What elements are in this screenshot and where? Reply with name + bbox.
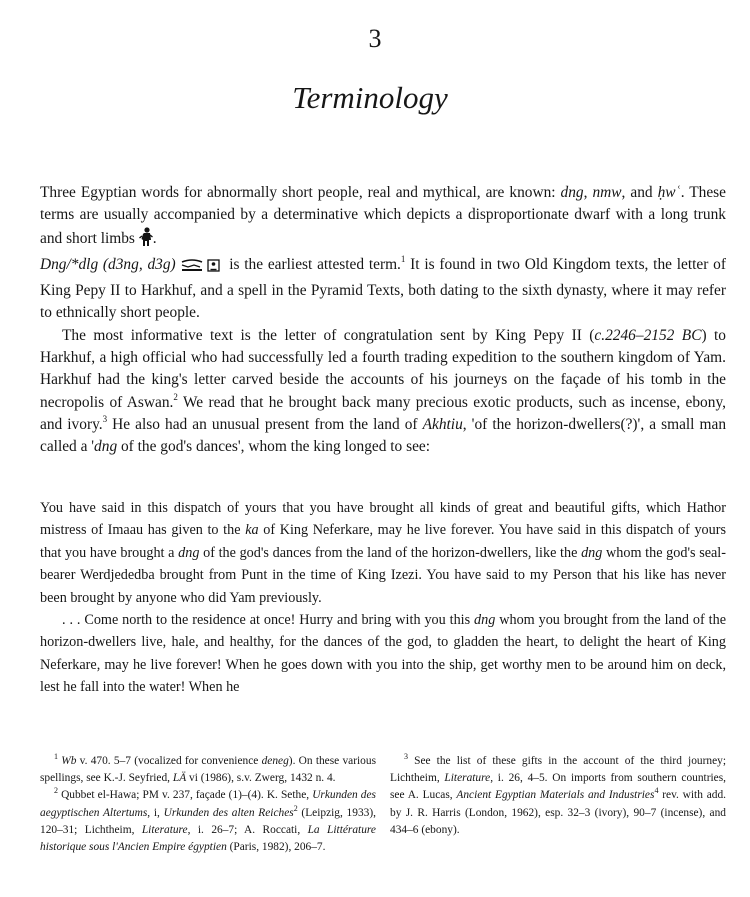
- letter-paragraph: The most informative text is the letter of congratulation sent by King Pepy II (c.2246–2152 BC) to Harkhuf, a high official who had successfully led a fourth trading expedition to the southern kingdom of Yam. Harkhuf had the king's letter carved beside the accounts of his journeys on the façade of his tomb in the necropolis of Aswan.$^2$ We read that he brought back many precious exotic products, such as incense, ebony, and ivory.$^3$ He also had an unusual present from the land of Akhtiu, 'of the horizon-dwellers(?)', a small man called a 'dng of the god's dances', whom the king longed to see:: [40, 326, 727, 456]
- footnotes-left-column: [40, 753, 376, 856]
- footnote-3: $^3$ See the list of these gifts in the account of the third journey; Lichtheim, Literature, i. 26, 4–5. On imports from southern countries, see A. Lucas, Ancient Egyptian Materials and Industries$^4$ rev. with add. by J. R. Harris (London, 1962), esp. 32–3 (ivory), 90–7 (incense), and 434–6 (ebony).: [390, 752, 727, 836]
- place-akhtiu: Akhtiu: [422, 415, 463, 433]
- dng-hieroglyph-group: [180, 257, 224, 280]
- term-nmw: nmw: [592, 184, 622, 201]
- letter-quotation: [40, 497, 726, 699]
- intro-paragraph: Three Egyptian words for abnormally short people, real and mythical, are known: dng, nmw, and ḥwʿ. These terms are usually accompanied by a determinative which depicts a disproportionate dwarf with a long trunk and short limbs .: [40, 182, 726, 254]
- footnotes: [40, 753, 726, 856]
- term-hw: ḥwʿ: [657, 184, 681, 201]
- dng-paragraph: Dng/*dlg (d3ng, d3g) is the earliest attested term.$^1$ It is found in two Old Kingdom texts, the letter of King Pepy II to Harkhuf, and a spell in the Pyramid Texts, both dating to the sixth dynasty, where it may refer to ethnically short people.: [40, 253, 726, 322]
- footnote-ref-2[interactable]: 2: [173, 391, 178, 402]
- quote-paragraph-2: . . . Come north to the residence at once! Hurry and bring with you this dng whom you brought from the land of the horizon-dwellers live, hale, and healthy, for the dances of the god, to gladden the heart, to delight the heart of King Neferkare, may he live forever! When he goes down with you into the ship, get worthy men to be around him on deck, lest he fall into the water! When he: [40, 612, 726, 696]
- body-text: [40, 182, 726, 459]
- footnote-1: $^1$ Wb v. 470. 5–7 (vocalized for convenience deneg). On these various spellings, see K.-J. Seyfried, LÄ vi (1986), s.v. Zwerg, 1432 n. 4.: [40, 752, 376, 785]
- term-dng: dng: [560, 184, 584, 201]
- footnote-2: $^2$ Qubbet el-Hawa; PM v. 237, façade (1)–(4). K. Sethe, Urkunden des aegyptischen Altertums, i, Urkunden des alten Reiches$^2$ (Leipzig, 1933), 120–31; Lichtheim, Literature, i. 26–7; A. Roccati, La Littérature historique sous l'Ancien Empire égyptien (Paris, 1982), 206–7.: [40, 786, 376, 854]
- quote-paragraph-1: You have said in this dispatch of yours that you have brought all kinds of great and beautiful gifts, which Hathor mistress of Imaau has given to the ka of King Neferkare, may he live forever. You have said in this dispatch of yours that you have brought a dng of the god's dances from the land of the horizon-dwellers, like the dng whom the god's seal-bearer Werdjededba brought from Punt in the time of King Izezi. You have said to my Person that his like has never been brought by anyone who did Yam previously.: [40, 500, 726, 606]
- footnotes-right-column: [390, 753, 726, 856]
- footnote-ref-1[interactable]: 1: [400, 253, 406, 264]
- dng-lemma: Dng/*dlg (d3ng, d3g): [40, 255, 176, 273]
- date-range: c.2246–2152 BC: [594, 326, 702, 344]
- chapter-number: 3: [368, 24, 382, 53]
- chapter-title: Terminology: [292, 80, 448, 115]
- dwarf-determinative-glyph: [139, 227, 153, 254]
- footnote-ref-3[interactable]: 3: [102, 413, 108, 424]
